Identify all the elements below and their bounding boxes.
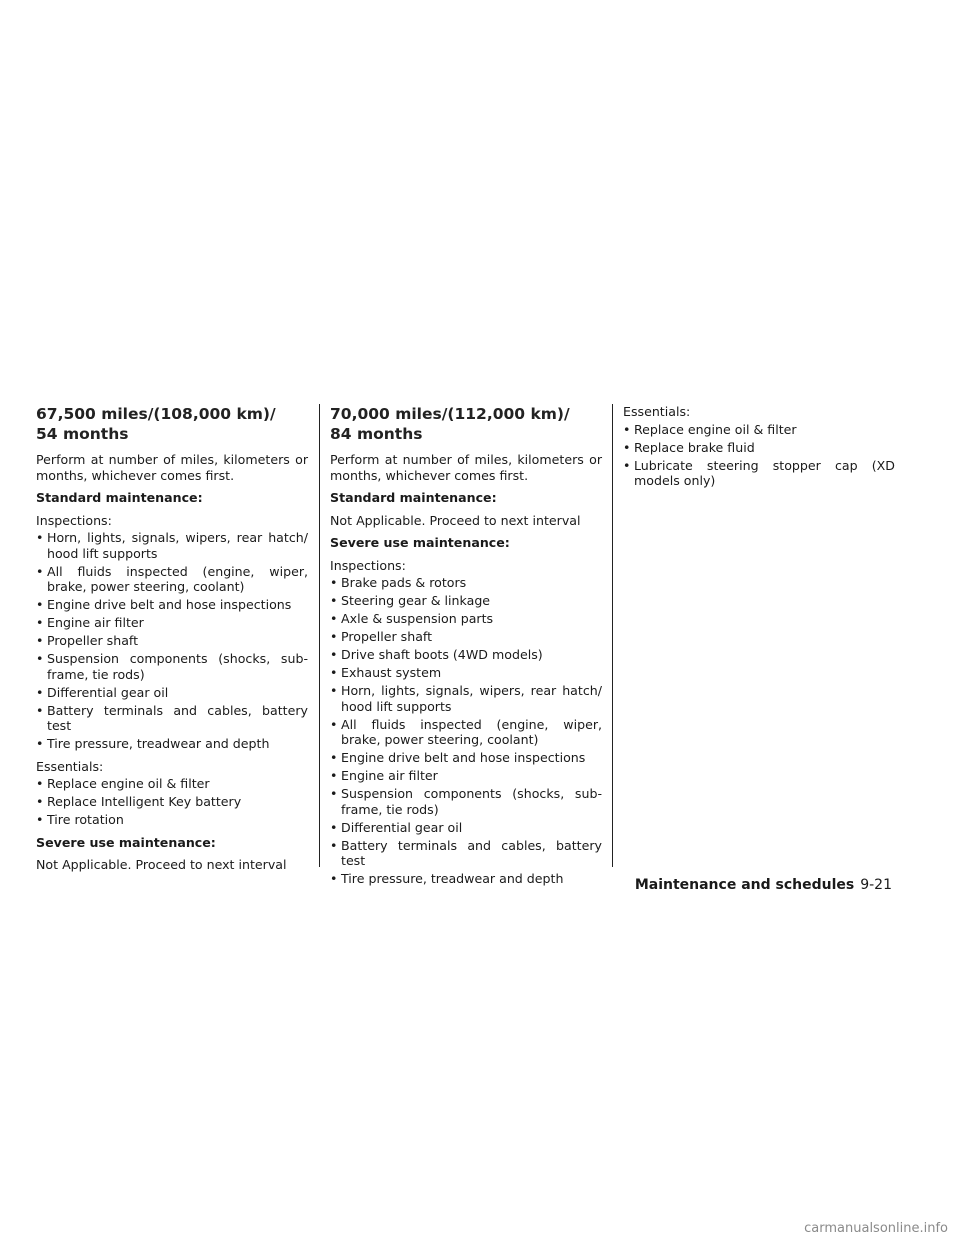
list-item: • All fluids inspected (engine, wiper, brake, power steering, coolant) — [330, 717, 602, 748]
list-item: • Differential gear oil — [36, 685, 308, 701]
list-item: • Replace Intelligent Key battery — [36, 794, 308, 810]
essentials-list — [36, 776, 308, 828]
page-footer — [635, 877, 892, 893]
watermark: carmanualsonline.info — [804, 1221, 948, 1236]
column-continued — [623, 404, 895, 496]
list-item: • Lubricate steering stopper cap (XD models only) — [623, 458, 895, 489]
inspections-label: Inspections: — [36, 512, 112, 528]
list-item: • Engine air filter — [330, 768, 602, 784]
list-item: • Differential gear oil — [330, 820, 602, 836]
list-item: • Axle & suspension parts — [330, 611, 602, 627]
list-item: • Tire rotation — [36, 812, 308, 828]
intro-text: Perform at number of miles, kilometers or months, whichever comes first. — [36, 452, 308, 483]
list-item: • Brake pads & rotors — [330, 575, 602, 591]
inspections-list — [36, 530, 308, 752]
list-item: • Battery terminals and cables, battery test — [36, 703, 308, 734]
list-item: • Horn, lights, signals, wipers, rear hatch/ hood lift supports — [36, 530, 308, 561]
standard-maintenance-label: Standard maintenance: — [36, 490, 203, 505]
list-item: • Tire pressure, treadwear and depth — [330, 871, 602, 887]
standard-maintenance-text: Not Applicable. Proceed to next interval — [330, 512, 581, 528]
list-item: • Replace engine oil & filter — [623, 422, 895, 438]
list-item: • Replace engine oil & filter — [36, 776, 308, 792]
interval-heading: 67,500 miles/(108,000 km)/ 54 months — [36, 405, 276, 443]
column-70000-miles — [330, 404, 602, 894]
list-item: • Battery terminals and cables, battery test — [330, 838, 602, 869]
interval-heading: 70,000 miles/(112,000 km)/ 84 months — [330, 405, 570, 443]
column-divider — [319, 404, 320, 867]
list-item: • Suspension components (shocks, sub-frame, tie rods) — [36, 651, 308, 682]
column-divider — [612, 404, 613, 867]
list-item: • Horn, lights, signals, wipers, rear hatch/ hood lift supports — [330, 683, 602, 714]
list-item: • Steering gear & linkage — [330, 593, 602, 609]
standard-maintenance-label: Standard maintenance: — [330, 490, 497, 505]
intro-text: Perform at number of miles, kilometers or months, whichever comes first. — [330, 452, 602, 483]
severe-maintenance-text: Not Applicable. Proceed to next interval — [36, 857, 287, 872]
list-item: • Replace brake fluid — [623, 440, 895, 456]
list-item: • Engine air filter — [36, 615, 308, 631]
essentials-label: Essentials: — [36, 758, 104, 774]
section-title: Maintenance and schedules — [634, 877, 855, 893]
list-item: • All fluids inspected (engine, wiper, brake, power steering, coolant) — [36, 564, 308, 595]
list-item: • Propeller shaft — [36, 633, 308, 649]
page-number: 9-21 — [860, 877, 892, 893]
list-item: • Engine drive belt and hose inspections — [36, 597, 308, 613]
list-item: • Suspension components (shocks, sub-frame, tie rods) — [330, 786, 602, 817]
essentials-label: Essentials: — [623, 404, 691, 419]
inspections-list — [330, 575, 602, 887]
list-item: • Engine drive belt and hose inspections — [330, 750, 602, 766]
severe-maintenance-label: Severe use maintenance: — [36, 834, 216, 850]
list-item: • Propeller shaft — [330, 629, 602, 645]
list-item: • Tire pressure, treadwear and depth — [36, 736, 308, 752]
list-item: • Exhaust system — [330, 665, 602, 681]
severe-maintenance-label: Severe use maintenance: — [330, 535, 510, 550]
column-67500-miles — [36, 404, 308, 880]
essentials-list — [623, 422, 895, 489]
list-item: • Drive shaft boots (4WD models) — [330, 647, 602, 663]
inspections-label: Inspections: — [330, 557, 406, 573]
